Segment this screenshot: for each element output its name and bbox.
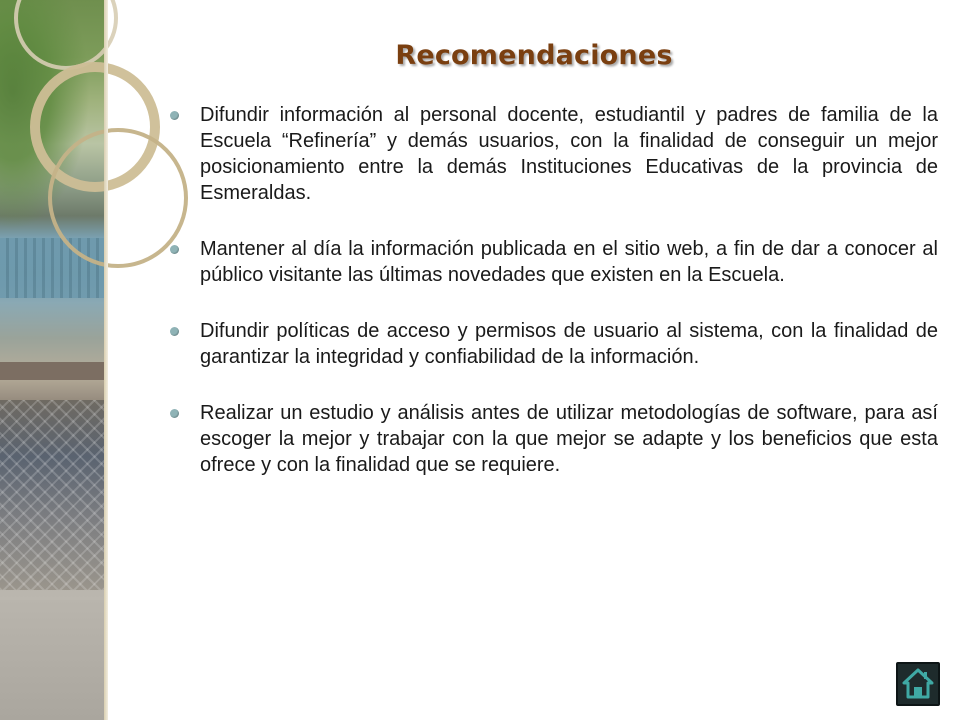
bullet-text: Difundir información al personal docente, estudiantil y padres de familia de la Escuela “Refinería” y demás usuarios, con la finalidad de conseguir un mejor posicionamiento entre la demás Instituciones Educativas de la provincia de Esmeraldas. — [200, 104, 938, 204]
bullet-text: Realizar un estudio y análisis antes de utilizar metodologías de software, para así escoger la mejor y trabajar con la que mejor se adapte y los beneficios que esta ofrece y con la finalidad que se requiere. — [200, 402, 938, 476]
photo-eave — [0, 362, 104, 380]
bullet-dot-icon — [170, 409, 179, 418]
photo-fence — [0, 400, 104, 590]
bullet-item — [168, 236, 938, 288]
bullet-list — [168, 102, 938, 478]
bullet-item — [168, 102, 938, 206]
bullet-dot-icon — [170, 245, 179, 254]
bullet-dot-icon — [170, 327, 179, 336]
bullet-text: Difundir políticas de acceso y permisos de usuario al sistema, con la finalidad de garantizar la integridad y confiabilidad de la información. — [200, 320, 938, 368]
home-icon — [900, 666, 936, 702]
slide-content — [168, 102, 938, 508]
decorative-ring — [48, 128, 188, 268]
side-divider — [104, 0, 108, 720]
bullet-item — [168, 318, 938, 370]
photo-ground — [0, 600, 104, 720]
bullet-dot-icon — [170, 111, 179, 120]
bullet-item — [168, 400, 938, 478]
home-button[interactable] — [896, 662, 940, 706]
bullet-text: Mantener al día la información publicada en el sitio web, a fin de dar a conocer al público visitante las últimas novedades que existen en la Escuela. — [200, 238, 938, 286]
slide-title: Recomendaciones — [395, 40, 673, 71]
